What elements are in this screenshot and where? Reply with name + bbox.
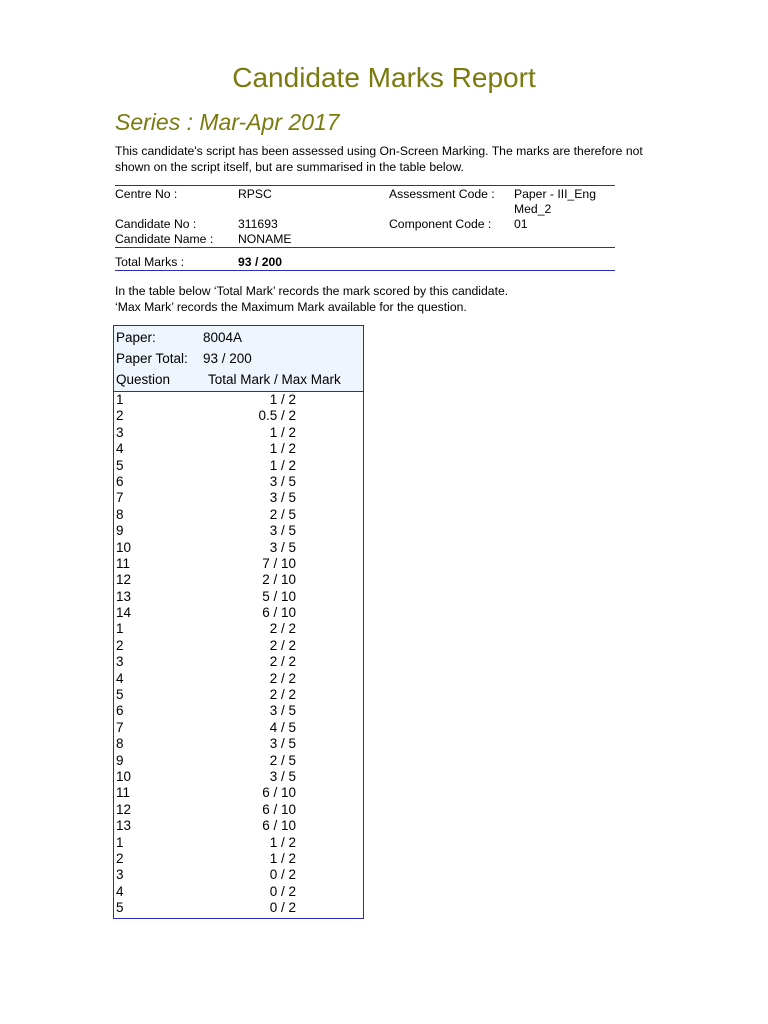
table-row (114, 490, 363, 506)
question-mark: 6 / 10 (262, 605, 296, 621)
table-row (114, 671, 363, 687)
question-mark: 2 / 2 (269, 687, 296, 703)
question-number: 1 (116, 392, 124, 407)
question-number: 13 (116, 818, 132, 834)
question-mark: 0 / 2 (269, 883, 296, 899)
candidate-no-value: 311693 (238, 217, 278, 231)
question-mark: 1 / 2 (269, 834, 296, 850)
question-number: 6 (116, 473, 124, 489)
question-number: 5 (116, 457, 124, 473)
question-number: 5 (116, 900, 124, 916)
assessment-code-value-line2: Med_2 (514, 202, 552, 216)
paper-value: 8004A (203, 330, 243, 345)
question-number: 3 (116, 424, 124, 440)
question-mark: 2 / 2 (269, 621, 296, 637)
marks-table-body (114, 392, 363, 917)
question-number: 12 (116, 801, 132, 817)
intro-text: This candidate's script has been assessed using On-Screen Marking. The marks are therefore not shown on the script itself, but are summarised in the table below. (115, 144, 643, 174)
question-mark: 6 / 10 (262, 801, 296, 817)
question-mark: 7 / 10 (262, 555, 296, 571)
question-number: 4 (116, 883, 124, 899)
table-row (114, 621, 363, 637)
question-mark: 5 / 10 (262, 588, 296, 604)
question-mark: 0.5 / 2 (258, 408, 296, 424)
question-number: 9 (116, 523, 124, 539)
table-row (114, 441, 363, 457)
centre-value: RPSC (238, 187, 272, 201)
question-number: 7 (116, 490, 124, 506)
question-number: 14 (116, 605, 132, 621)
explanation-line-max-mark: ‘Max Mark’ records the Maximum Mark available for the question. (115, 300, 467, 314)
question-mark: 3 / 5 (269, 768, 296, 784)
table-row (114, 736, 363, 752)
question-mark: 1 / 2 (269, 850, 296, 866)
question-mark: 6 / 10 (262, 785, 296, 801)
table-row (114, 769, 363, 785)
candidate-no-label: Candidate No : (115, 217, 197, 231)
question-mark: 2 / 5 (269, 506, 296, 522)
question-number: 8 (116, 506, 124, 522)
question-mark: 1 / 2 (269, 457, 296, 473)
question-mark: 6 / 10 (262, 818, 296, 834)
question-mark: 2 / 10 (262, 572, 296, 588)
question-number: 10 (116, 768, 132, 784)
question-number: 8 (116, 736, 124, 752)
question-mark: 1 / 2 (269, 424, 296, 440)
question-mark: 4 / 5 (269, 719, 296, 735)
table-row (114, 785, 363, 801)
column-header-question: Question (116, 372, 171, 387)
marks-table (113, 325, 364, 919)
question-number: 11 (116, 555, 131, 571)
question-number: 4 (116, 670, 124, 686)
table-row (114, 572, 363, 588)
question-number: 6 (116, 703, 124, 719)
question-mark: 1 / 2 (269, 392, 296, 407)
question-mark: 0 / 2 (269, 867, 296, 883)
table-row (114, 654, 363, 670)
table-row (114, 425, 363, 441)
question-number: 10 (116, 539, 132, 555)
report-title: Candidate Marks Report (232, 62, 536, 93)
table-row (114, 392, 363, 408)
candidate-name-label: Candidate Name : (115, 232, 214, 246)
question-mark: 2 / 2 (269, 637, 296, 653)
question-number: 3 (116, 654, 124, 670)
info-divider-top (115, 185, 615, 186)
question-mark: 3 / 5 (269, 490, 296, 506)
info-divider-bottom (115, 270, 615, 271)
table-row (114, 556, 363, 572)
table-row (114, 687, 363, 703)
question-mark: 2 / 5 (269, 752, 296, 768)
question-number: 13 (116, 588, 132, 604)
paper-total-value: 93 / 200 (203, 351, 252, 366)
centre-label: Centre No : (115, 187, 178, 201)
question-number: 1 (116, 621, 124, 637)
table-row (114, 720, 363, 736)
table-row (114, 753, 363, 769)
table-row (114, 884, 363, 900)
question-number: 7 (116, 719, 124, 735)
table-row (114, 818, 363, 834)
question-number: 11 (116, 785, 131, 801)
paper-total-label: Paper Total: (116, 351, 188, 366)
question-number: 2 (116, 850, 124, 866)
question-number: 2 (116, 637, 124, 653)
question-mark: 2 / 2 (269, 670, 296, 686)
table-row (114, 474, 363, 490)
table-row (114, 703, 363, 719)
info-divider-middle (115, 247, 615, 248)
question-number: 2 (116, 408, 124, 424)
table-row (114, 523, 363, 539)
table-row (114, 900, 363, 916)
question-mark: 1 / 2 (269, 441, 296, 457)
component-code-label: Component Code : (389, 217, 492, 231)
table-row (114, 540, 363, 556)
paper-label: Paper: (116, 330, 156, 345)
question-number: 3 (116, 867, 124, 883)
table-row (114, 589, 363, 605)
assessment-code-value-line1: Paper - III_Eng (514, 187, 596, 201)
candidate-name-value: NONAME (238, 232, 292, 246)
total-marks-label: Total Marks : (115, 255, 185, 269)
question-mark: 3 / 5 (269, 539, 296, 555)
assessment-code-label: Assessment Code : (389, 187, 495, 201)
column-header-marks: Total Mark / Max Mark (208, 372, 341, 387)
question-mark: 3 / 5 (269, 703, 296, 719)
question-number: 5 (116, 687, 124, 703)
marks-table-header (114, 326, 363, 392)
question-number: 4 (116, 441, 124, 457)
component-code-value: 01 (514, 217, 528, 231)
question-mark: 2 / 2 (269, 654, 296, 670)
table-row (114, 408, 363, 424)
explanation-text (115, 283, 655, 315)
question-number: 12 (116, 572, 132, 588)
question-mark: 3 / 5 (269, 473, 296, 489)
table-row (114, 835, 363, 851)
question-number: 1 (116, 834, 124, 850)
table-row (114, 458, 363, 474)
table-row (114, 867, 363, 883)
explanation-line-total-mark: In the table below ‘Total Mark’ records the mark scored by this candidate. (115, 284, 509, 298)
question-mark: 3 / 5 (269, 523, 296, 539)
series-heading: Series : Mar-Apr 2017 (115, 109, 340, 135)
table-row (114, 802, 363, 818)
question-mark: 3 / 5 (269, 736, 296, 752)
question-number: 9 (116, 752, 124, 768)
table-row (114, 638, 363, 654)
table-row (114, 851, 363, 867)
table-row (114, 605, 363, 621)
table-row (114, 507, 363, 523)
total-marks-value: 93 / 200 (238, 255, 283, 269)
question-mark: 0 / 2 (269, 900, 296, 916)
